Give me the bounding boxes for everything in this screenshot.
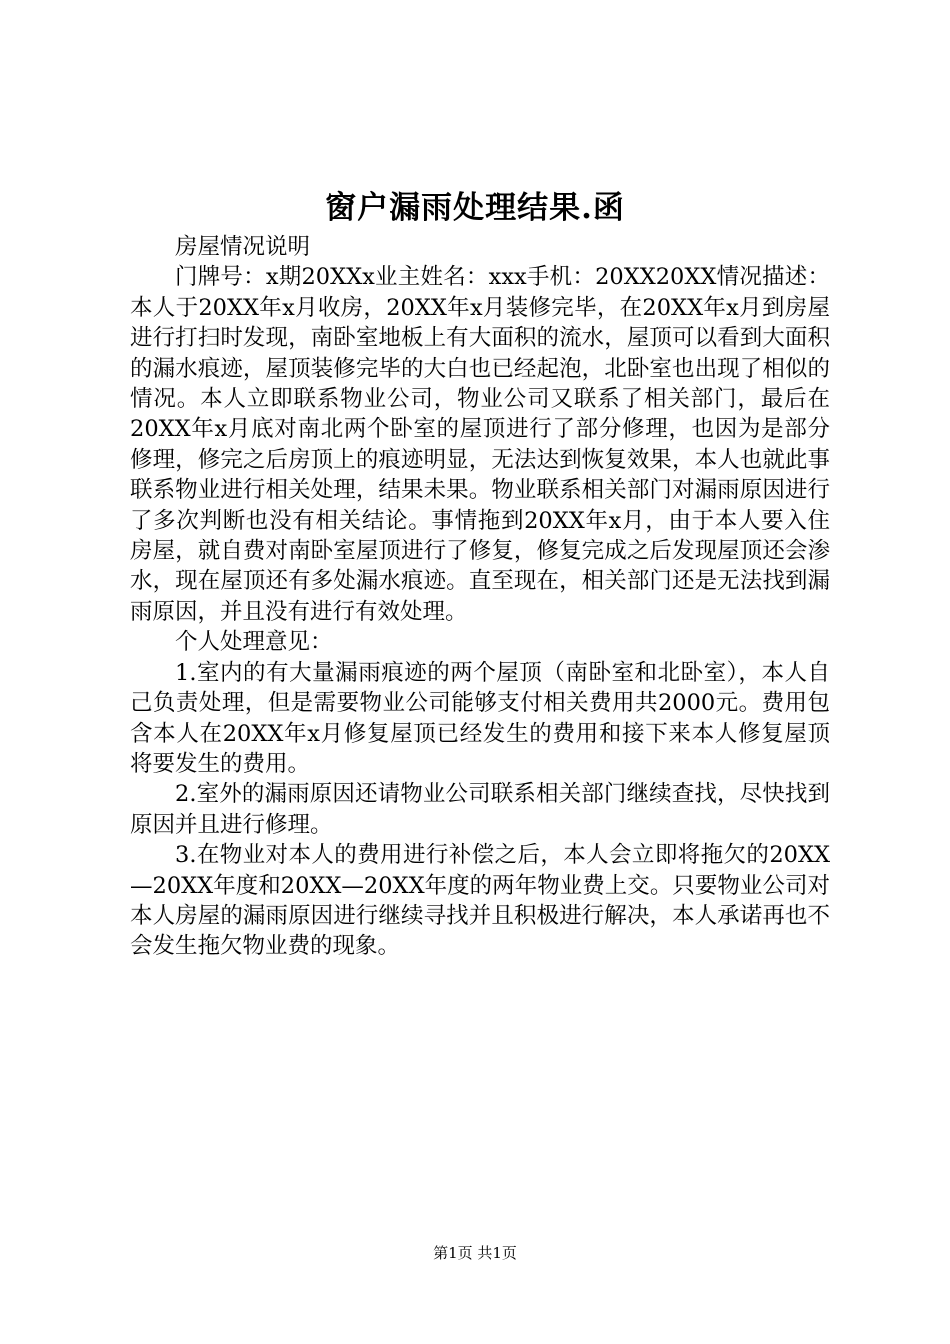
- page-number-footer: 第1页 共1页: [433, 1244, 517, 1262]
- paragraph-opinion-3: 3.在物业对本人的费用进行补偿之后，本人会立即将拖欠的20XX—20XX年度和20XX—20XX年度的两年物业费上交。只要物业公司对本人房屋的漏雨原因进行继续寻找并且积极进行解决，本人承诺再也不会发生拖欠物业费的现象。: [130, 842, 830, 960]
- section-heading-house-status: 房屋情况说明: [175, 234, 311, 260]
- paragraph-situation-description: 门牌号：x期20XXx业主姓名：xxx手机：20XX20XX情况描述：本人于20XX年x月收房，20XX年x月装修完毕，在20XX年x月到房屋进行打扫时发现，南卧室地板上有大面积的流水，屋顶可以看到大面积的漏水痕迹，屋顶装修完毕的大白也已经起泡，北卧室也出现了相似的情况。本人立即联系物业公司，物业公司又联系了相关部门，最后在20XX年x月底对南北两个卧室的屋顶进行了部分修理，也因为是部分修理，修完之后房顶上的痕迹明显，无法达到恢复效果，本人也就此事联系物业进行相关处理，结果未果。物业联系相关部门对漏雨原因进行了多次判断也没有相关结论。事情拖到20XX年x月，由于本人要入住房屋，就自费对南卧室屋顶进行了修复，修复完成之后发现屋顶还会渗水，现在屋顶还有多处漏水痕迹。直至现在，相关部门还是无法找到漏雨原因，并且没有进行有效处理。: [130, 264, 830, 625]
- document-body: [130, 232, 830, 962]
- paragraph-opinion-2: 2.室外的漏雨原因还请物业公司联系相关部门继续查找，尽快找到原因并且进行修理。: [130, 781, 830, 838]
- section-heading-personal-opinion: 个人处理意见：: [175, 629, 333, 656]
- document-title: 窗户漏雨处理结果.函: [325, 190, 625, 226]
- paragraph-opinion-1: 1.室内的有大量漏雨痕迹的两个屋顶（南卧室和北卧室），本人自己负责处理，但是需要物业公司能够支付相关费用共2000元。费用包含本人在20XX年x月修复屋顶已经发生的费用和接下来本人修复屋顶将要发生的费用。: [130, 659, 830, 777]
